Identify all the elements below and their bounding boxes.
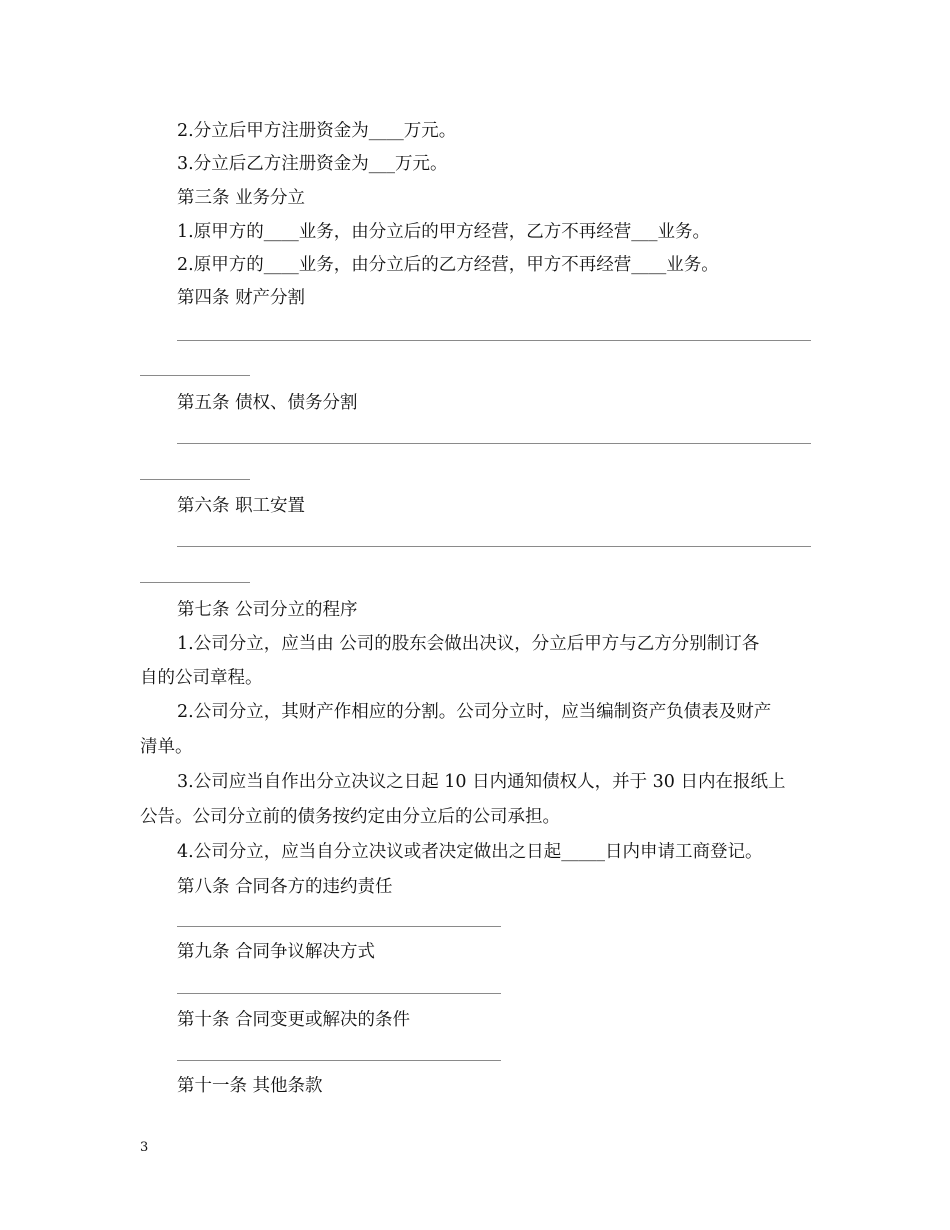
article-11-heading: 第十一条 其他条款 [177, 1076, 323, 1096]
paragraph-procedure-1-cont: 自的公司章程。 [140, 668, 263, 688]
paragraph-procedure-2: 2.公司分立，其财产作相应的分割。公司分立时，应当编制资产负债表及财产 [177, 702, 772, 722]
fill-in-line [177, 340, 811, 341]
article-3-heading: 第三条 业务分立 [177, 188, 306, 208]
fill-in-line [177, 546, 811, 547]
paragraph-registered-capital-a: 2.分立后甲方注册资金为____万元。 [177, 121, 457, 141]
paragraph-procedure-1: 1.公司分立，应当由 公司的股东会做出决议，分立后甲方与乙方分别制订各 [177, 634, 760, 654]
fill-in-line [177, 443, 811, 444]
fill-in-line [140, 375, 250, 376]
article-4-heading: 第四条 财产分割 [177, 288, 306, 308]
paragraph-procedure-3: 3.公司应当自作出分立决议之日起 10 日内通知债权人，并于 30 日内在报纸上 [177, 772, 786, 792]
paragraph-procedure-4: 4.公司分立，应当自分立决议或者决定做出之日起_____日内申请工商登记。 [177, 842, 763, 862]
paragraph-procedure-3-cont: 公告。公司分立前的债务按约定由分立后的公司承担。 [140, 807, 560, 827]
paragraph-business-2: 2.原甲方的____业务，由分立后的乙方经营，甲方不再经营____业务。 [177, 255, 719, 275]
fill-in-line [140, 479, 250, 480]
article-10-heading: 第十条 合同变更或解决的条件 [177, 1010, 411, 1030]
fill-in-line [177, 926, 501, 927]
article-7-heading: 第七条 公司分立的程序 [177, 600, 358, 620]
paragraph-procedure-2-cont: 清单。 [140, 737, 193, 757]
article-5-heading: 第五条 债权、债务分割 [177, 393, 358, 413]
page-number: 3 [140, 1140, 149, 1155]
paragraph-business-1: 1.原甲方的____业务，由分立后的甲方经营，乙方不再经营___业务。 [177, 222, 710, 242]
fill-in-line [140, 582, 250, 583]
article-8-heading: 第八条 合同各方的违约责任 [177, 877, 393, 897]
fill-in-line [177, 1060, 501, 1061]
article-6-heading: 第六条 职工安置 [177, 496, 306, 516]
article-9-heading: 第九条 合同争议解决方式 [177, 942, 376, 962]
fill-in-line [177, 993, 501, 994]
paragraph-registered-capital-b: 3.分立后乙方注册资金为___万元。 [177, 154, 448, 174]
